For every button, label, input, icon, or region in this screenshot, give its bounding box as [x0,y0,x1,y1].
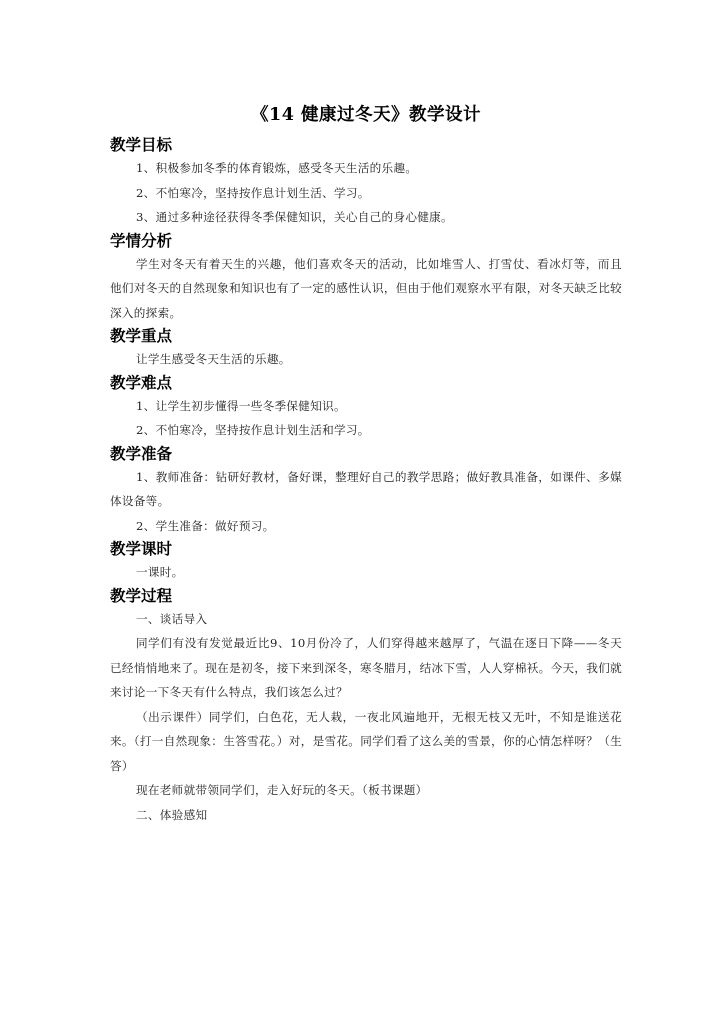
paragraph: 二、体验感知 [136,807,208,822]
section-key-points [110,325,622,372]
section-heading: 教学难点 [110,373,173,392]
section-heading: 教学重点 [110,327,173,345]
paragraph: 2、不怕寒冷，坚持按作息计划生活和学习。 [136,423,370,437]
paragraph: 1、教师准备：钻研好教材，备好课，整理好自己的教学思路；做好教具准备，如课件、多媒体设备等。 [110,469,622,508]
section-teaching-objectives [110,134,622,230]
section-heading: 教学准备 [110,444,173,463]
paragraph: 一、谈话导入 [136,611,208,626]
paragraph: （出示课件）同学们，白色花，无人栽，一夜北风遍地开，无根无枝又无叶，不知是谁送花来。（打一自然现象：生答雪花。）对，是雪花。同学们看了这么美的雪景，你的心情怎样呀？（生答） [110,709,622,773]
document-page [110,100,622,827]
paragraph: 2、不怕寒冷，坚持按作息计划生活、学习。 [136,185,370,200]
section-difficulties [110,372,622,443]
paragraph: 现在老师就带领同学们，走入好玩的冬天。（板书课题） [136,783,428,797]
section-heading: 教学目标 [110,136,173,154]
paragraph: 学生对冬天有着天生的兴趣，他们喜欢冬天的活动，比如堆雪人、打雪仗、看冰灯等，而且他们对冬天的自然现象和知识也有了一定的感性认识，但由于他们观察水平有限，对冬天缺乏比较深入的探索。 [110,256,622,320]
section-class-hours [110,538,622,585]
section-teaching-process [110,585,622,828]
section-heading: 学情分析 [110,231,173,250]
paragraph: 1、让学生初步懂得一些冬季保健知识。 [136,398,346,413]
section-heading: 教学课时 [110,540,173,558]
section-student-analysis [110,230,622,326]
section-preparation [110,443,622,539]
paragraph: 让学生感受冬天生活的乐趣。 [136,352,291,366]
document-title: 《14 健康过冬天》教学设计 [251,105,481,125]
section-heading: 教学过程 [110,586,173,605]
paragraph: 3、通过多种途径获得冬季保健知识，关心自己的身心健康。 [136,210,453,224]
paragraph: 同学们有没有发觉最近比9、10月份冷了，人们穿得越来越厚了，气温在逐日下降——冬天已经悄悄地来了。现在是初冬，接下来到深冬，寒冬腊月，结冰下雪，人人穿棉袄。今天，我们就来讨论一下冬天有什么特点，我们该怎么过？ [110,636,622,699]
paragraph: 1、积极参加冬季的体育锻炼，感受冬天生活的乐趣。 [136,161,418,175]
paragraph: 一课时。 [136,565,184,579]
paragraph: 2、学生准备：做好预习。 [136,518,275,533]
